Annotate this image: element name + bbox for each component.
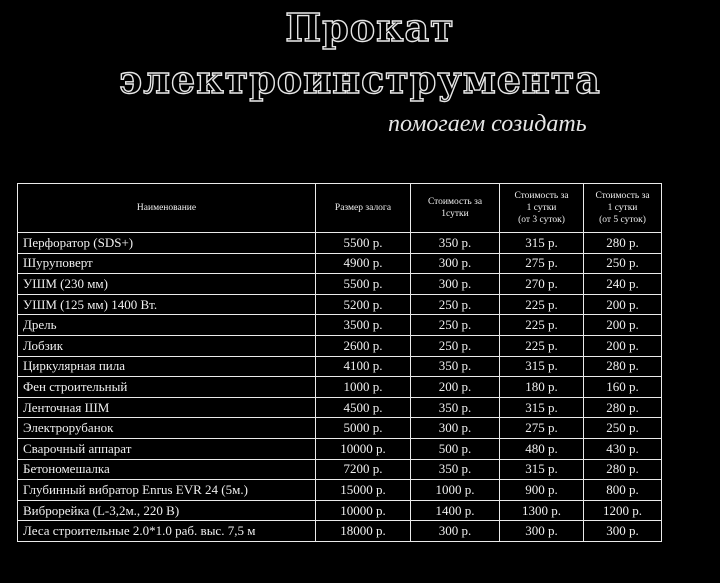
price-1-day-cell: 1400 р. [411,500,500,521]
column-header-name: Наименование [18,184,316,233]
price-5-days-cell: 280 р. [584,397,662,418]
price-5-days-cell: 200 р. [584,294,662,315]
price-1-day-cell: 350 р. [411,356,500,377]
tool-name-cell: Дрель [18,315,316,336]
column-header-price-from-3-days: Стоимость за 1 сутки (от 3 суток) [500,184,584,233]
price-5-days-cell: 280 р. [584,233,662,254]
price-5-days-cell: 1200 р. [584,500,662,521]
table-row [18,418,662,439]
table-row [18,438,662,459]
price-5-days-cell: 280 р. [584,459,662,480]
tool-name-cell: Сварочный аппарат [18,438,316,459]
tool-name-cell: УШМ (230 мм) [18,274,316,295]
price-1-day-cell: 350 р. [411,397,500,418]
deposit-cell: 5200 р. [316,294,411,315]
tool-name-cell: Бетономешалка [18,459,316,480]
price-5-days-cell: 240 р. [584,274,662,295]
rental-price-table [17,183,662,542]
table-row [18,274,662,295]
price-3-days-cell: 480 р. [500,438,584,459]
price-3-days-cell: 315 р. [500,356,584,377]
deposit-cell: 10000 р. [316,500,411,521]
price-3-days-cell: 315 р. [500,397,584,418]
price-1-day-cell: 350 р. [411,459,500,480]
price-5-days-cell: 200 р. [584,315,662,336]
price-1-day-cell: 300 р. [411,274,500,295]
tool-name-cell: Электрорубанок [18,418,316,439]
tool-name-cell: Виброрейка (L-3,2м., 220 В) [18,500,316,521]
price-5-days-cell: 160 р. [584,377,662,398]
price-5-days-cell: 250 р. [584,418,662,439]
tool-name-cell: Шуруповерт [18,253,316,274]
table-header-row [18,184,662,233]
price-3-days-cell: 270 р. [500,274,584,295]
table-row [18,335,662,356]
price-5-days-cell: 250 р. [584,253,662,274]
deposit-cell: 10000 р. [316,438,411,459]
price-5-days-cell: 300 р. [584,521,662,542]
slogan: помогаем созидать [388,111,587,137]
price-3-days-cell: 300 р. [500,521,584,542]
price-3-days-cell: 315 р. [500,459,584,480]
deposit-cell: 4500 р. [316,397,411,418]
price-5-days-cell: 800 р. [584,480,662,501]
deposit-cell: 18000 р. [316,521,411,542]
deposit-cell: 5500 р. [316,233,411,254]
deposit-cell: 1000 р. [316,377,411,398]
tool-name-cell: Циркулярная пила [18,356,316,377]
price-1-day-cell: 200 р. [411,377,500,398]
price-1-day-cell: 300 р. [411,418,500,439]
price-1-day-cell: 250 р. [411,315,500,336]
table-row [18,500,662,521]
table-row [18,480,662,501]
price-3-days-cell: 225 р. [500,335,584,356]
deposit-cell: 4900 р. [316,253,411,274]
deposit-cell: 2600 р. [316,335,411,356]
page-title-line-2: электроинструмента [119,57,601,102]
tool-name-cell: Глубинный вибратор Enrus EVR 24 (5м.) [18,480,316,501]
price-1-day-cell: 300 р. [411,253,500,274]
tool-name-cell: Леса строительные 2.0*1.0 раб. выс. 7,5 м [18,521,316,542]
price-1-day-cell: 500 р. [411,438,500,459]
price-5-days-cell: 280 р. [584,356,662,377]
table-row [18,377,662,398]
table-row [18,356,662,377]
tool-name-cell: Ленточная ШМ [18,397,316,418]
price-3-days-cell: 315 р. [500,233,584,254]
page-title-line-1: Прокат [285,5,455,50]
price-5-days-cell: 430 р. [584,438,662,459]
table-row [18,521,662,542]
table-row [18,397,662,418]
table-row [18,294,662,315]
deposit-cell: 15000 р. [316,480,411,501]
table-row [18,459,662,480]
price-3-days-cell: 225 р. [500,315,584,336]
tool-name-cell: Перфоратор (SDS+) [18,233,316,254]
column-header-deposit: Размер залога [316,184,411,233]
table-row [18,233,662,254]
tool-name-cell: УШМ (125 мм) 1400 Вт. [18,294,316,315]
table-body [18,233,662,542]
tool-name-cell: Лобзик [18,335,316,356]
deposit-cell: 5500 р. [316,274,411,295]
deposit-cell: 5000 р. [316,418,411,439]
column-header-price-1-day: Стоимость за 1сутки [411,184,500,233]
price-1-day-cell: 350 р. [411,233,500,254]
price-1-day-cell: 1000 р. [411,480,500,501]
table-row [18,315,662,336]
price-5-days-cell: 200 р. [584,335,662,356]
price-3-days-cell: 225 р. [500,294,584,315]
tool-name-cell: Фен строительный [18,377,316,398]
price-3-days-cell: 1300 р. [500,500,584,521]
price-3-days-cell: 275 р. [500,253,584,274]
deposit-cell: 7200 р. [316,459,411,480]
deposit-cell: 3500 р. [316,315,411,336]
price-1-day-cell: 300 р. [411,521,500,542]
deposit-cell: 4100 р. [316,356,411,377]
column-header-price-from-5-days: Стоимость за 1 сутки (от 5 суток) [584,184,662,233]
price-1-day-cell: 250 р. [411,335,500,356]
price-3-days-cell: 275 р. [500,418,584,439]
price-3-days-cell: 900 р. [500,480,584,501]
price-3-days-cell: 180 р. [500,377,584,398]
price-1-day-cell: 250 р. [411,294,500,315]
table-row [18,253,662,274]
